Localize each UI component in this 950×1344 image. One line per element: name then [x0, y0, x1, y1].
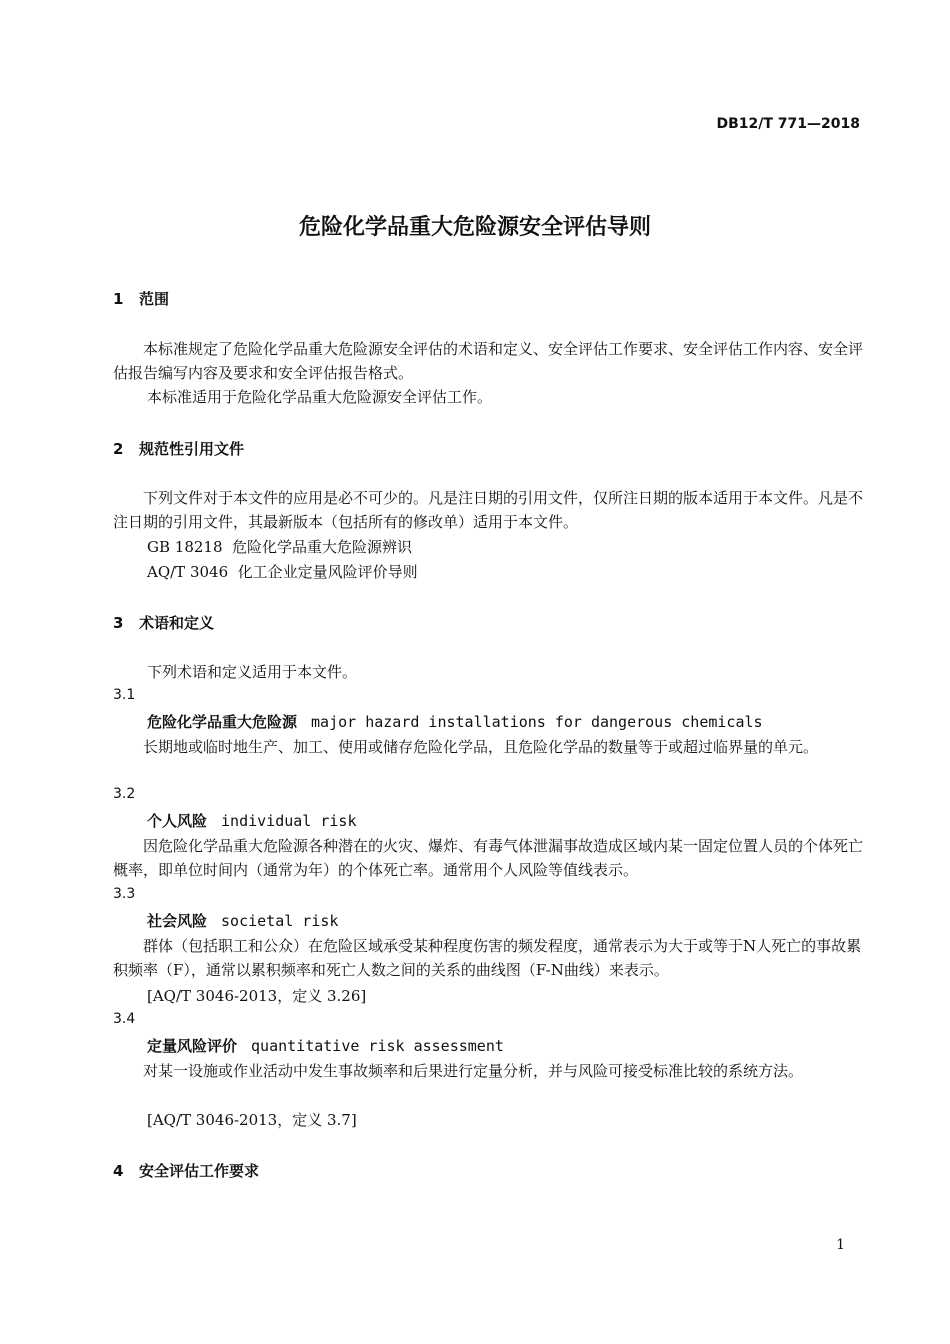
term-zh: 社会风险 [147, 912, 208, 930]
term-definition: 群体（包括职工和公众）在危险区域承受某种程度伤害的频发程度，通常表示为大于或等于N人死亡的事故累积频率（F），通常以累积频率和死亡人数之间的关系的曲线图（F-N曲线）来表示。 [113, 937, 862, 979]
term-source: [AQ/T 3046-2013，定义 3.7] [147, 1111, 357, 1129]
scope-paragraph-1: 本标准规定了危险化学品重大危险源安全评估的术语和定义、安全评估工作要求、安全评估工作内容、安全评估报告编写内容及要求和安全评估报告格式。 [113, 340, 864, 382]
section-title: 安全评估工作要求 [139, 1162, 260, 1180]
section-title: 规范性引用文件 [139, 440, 245, 458]
reference-item: GB 18218 危险化学品重大危险源辨识 [147, 538, 413, 556]
section-number: 1 [113, 290, 124, 308]
term-en: major hazard installations for dangerous chemicals [311, 713, 763, 731]
term-heading [147, 1035, 504, 1056]
reference-item: AQ/T 3046 化工企业定量风险评价导则 [147, 563, 418, 581]
term-heading [147, 810, 356, 831]
section-4-heading [113, 1160, 259, 1181]
terms-intro: 下列术语和定义适用于本文件。 [147, 663, 358, 681]
page-number: 1 [836, 1237, 845, 1253]
term-zh: 定量风险评价 [147, 1037, 238, 1055]
term-number: 3.1 [113, 687, 136, 703]
section-title: 术语和定义 [139, 614, 215, 632]
section-1-heading [113, 288, 169, 309]
section-2-heading [113, 438, 244, 459]
term-number: 3.3 [113, 886, 136, 902]
term-source: [AQ/T 3046-2013，定义 3.26] [147, 987, 367, 1005]
section-title: 范围 [139, 290, 170, 308]
scope-paragraph-2: 本标准适用于危险化学品重大危险源安全评估工作。 [147, 388, 493, 406]
section-number: 4 [113, 1162, 124, 1180]
document-title: 危险化学品重大危险源安全评估导则 [298, 215, 651, 240]
term-heading [147, 910, 338, 931]
section-number: 3 [113, 614, 124, 632]
term-heading [147, 711, 763, 732]
references-paragraph: 下列文件对于本文件的应用是必不可少的。凡是注日期的引用文件，仅所注日期的版本适用于本文件。凡是不注日期的引用文件，其最新版本（包括所有的修改单）适用于本文件。 [113, 489, 864, 531]
term-definition: 因危险化学品重大危险源各种潜在的火灾、爆炸、有毒气体泄漏事故造成区域内某一固定位置人员的个体死亡概率，即单位时间内（通常为年）的个体死亡率。通常用个人风险等值线表示。 [113, 837, 864, 879]
term-definition: 对某一设施或作业活动中发生事故频率和后果进行定量分析，并与风险可接受标准比较的系统方法。 [143, 1062, 804, 1080]
term-en: societal risk [221, 912, 339, 930]
term-en: individual risk [221, 812, 357, 830]
term-en: quantitative risk assessment [251, 1037, 504, 1055]
term-definition: 长期地或临时地生产、加工、使用或储存危险化学品，且危险化学品的数量等于或超过临界量的单元。 [143, 738, 819, 756]
section-number: 2 [113, 440, 124, 458]
term-number: 3.4 [113, 1011, 136, 1027]
document-code: DB12/T 771—2018 [716, 116, 860, 132]
term-zh: 危险化学品重大危险源 [147, 713, 298, 731]
term-number: 3.2 [113, 786, 136, 802]
section-3-heading [113, 612, 214, 633]
term-zh: 个人风险 [147, 812, 208, 830]
